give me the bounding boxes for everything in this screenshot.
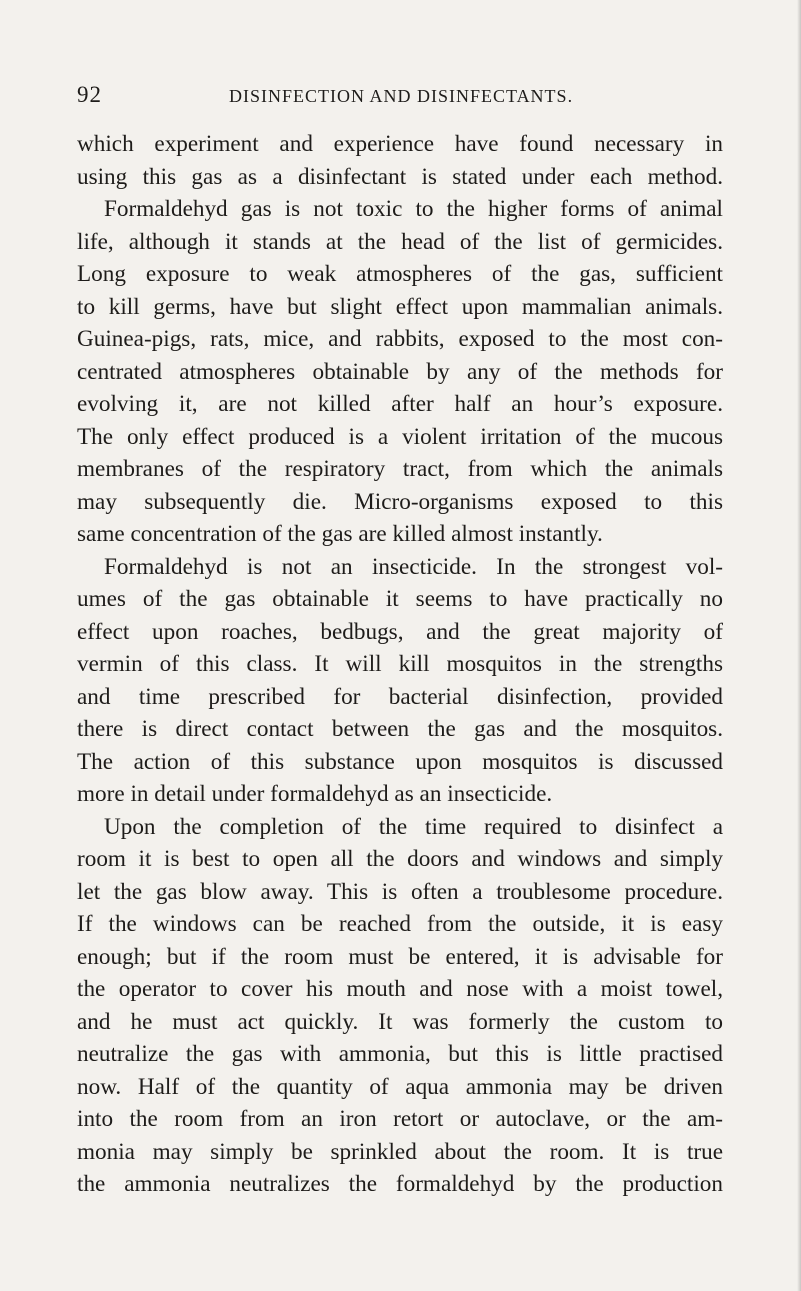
text-line: enough; but if the room must be entered, it is advisable for xyxy=(77,943,723,970)
text-line: evolving it, are not killed after half an hour’s exposure. xyxy=(77,391,723,417)
text-line: monia may simply be sprinkled about the room. It is true xyxy=(77,1138,723,1165)
text-line: Formaldehyd is not an insecticide. In the strongest vol- xyxy=(104,553,723,580)
page-edge-shadow xyxy=(797,0,801,1291)
page-header xyxy=(77,80,723,110)
text-line: life, although it stands at the head of the list of germicides. xyxy=(77,228,723,255)
text-line: Guinea-pigs, rats, mice, and rabbits, exposed to the most con- xyxy=(77,326,723,352)
text-line: Long exposure to weak atmospheres of the gas, sufficient xyxy=(77,261,723,287)
text-line: more in detail under formaldehyd as an insecticide. xyxy=(77,781,553,807)
text-line: The action of this substance upon mosquitos is discussed xyxy=(77,748,723,775)
text-line: centrated atmospheres obtainable by any of the methods for xyxy=(77,358,723,385)
text-line: room it is best to open all the doors and windows and simply xyxy=(77,846,723,872)
page-number: 92 xyxy=(77,82,102,107)
text-line: which experiment and experience have found necessary in xyxy=(77,131,723,157)
text-line: membranes of the respiratory tract, from which the animals xyxy=(77,456,723,482)
text-line: Upon the completion of the time required to disinfect a xyxy=(104,813,723,840)
text-line: neutralize the gas with ammonia, but this is little practised xyxy=(77,1041,723,1067)
text-line: may subsequently die. Micro-organisms exposed to this xyxy=(77,488,723,515)
text-line: there is direct contact between the gas and the mosquitos. xyxy=(77,716,723,742)
running-head: DISINFECTION AND DISINFECTANTS. xyxy=(229,86,574,106)
text-line: same concentration of the gas are killed almost instantly. xyxy=(77,521,603,547)
text-line: the operator to cover his mouth and nose with a moist towel, xyxy=(77,976,723,1002)
text-line: let the gas blow away. This is often a troublesome procedure. xyxy=(77,878,723,905)
text-line: and he must act quickly. It was formerly the custom to xyxy=(77,1008,723,1035)
text-line: to kill germs, have but slight effect upon mammalian animals. xyxy=(77,293,723,320)
text-line: umes of the gas obtainable it seems to have practically no xyxy=(77,586,723,612)
text-line: and time prescribed for bacterial disinfection, provided xyxy=(77,683,723,710)
text-line: Formaldehyd gas is not toxic to the higher forms of animal xyxy=(104,196,723,222)
text-line: vermin of this class. It will kill mosquitos in the strengths xyxy=(77,651,723,677)
text-line: using this gas as a disinfectant is stated under each method. xyxy=(77,163,723,190)
text-line: into the room from an iron retort or autoclave, or the am- xyxy=(77,1106,723,1132)
text-line: If the windows can be reached from the outside, it is easy xyxy=(77,911,723,937)
text-line: now. Half of the quantity of aqua ammonia may be driven xyxy=(77,1073,723,1100)
text-line: the ammonia neutralizes the formaldehyd by the production xyxy=(77,1171,723,1197)
body-text xyxy=(77,128,723,1201)
text-line: effect upon roaches, bedbugs, and the great majority of xyxy=(77,618,723,645)
text-line: The only effect produced is a violent irritation of the mucous xyxy=(77,423,723,450)
